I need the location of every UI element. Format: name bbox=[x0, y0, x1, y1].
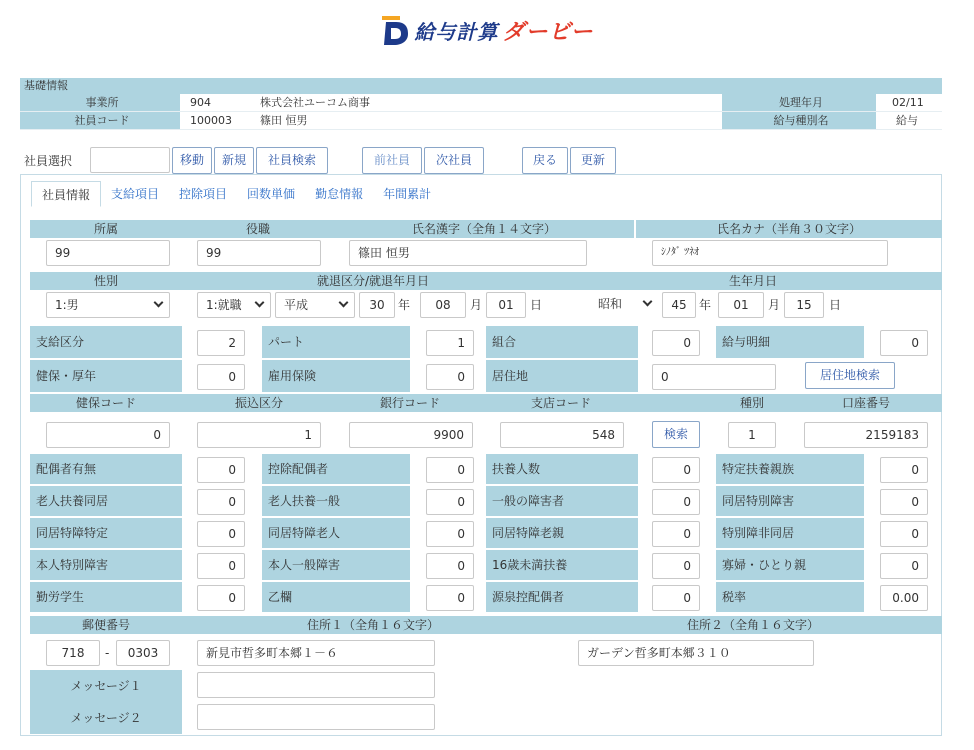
birth-day-unit: 日 bbox=[829, 298, 842, 312]
processing-month-value: 02/11 bbox=[892, 96, 924, 109]
employment-day-unit: 日 bbox=[530, 298, 543, 312]
postal-code-second-input[interactable]: 0303 bbox=[116, 640, 170, 666]
address1-input[interactable]: 新見市哲多町本郷１－６ bbox=[197, 640, 435, 666]
chevron-down-icon bbox=[154, 298, 164, 308]
label-residence: 居住地 bbox=[486, 360, 638, 392]
postal-code-separator: - bbox=[105, 646, 110, 660]
label-payslip: 給与明細 bbox=[716, 326, 864, 358]
message1-input[interactable] bbox=[197, 672, 435, 698]
tab-employee-info[interactable]: 社員情報 bbox=[31, 181, 101, 207]
message2-input[interactable] bbox=[197, 704, 435, 730]
postal-code-first-input[interactable]: 718 bbox=[46, 640, 100, 666]
employment-month-unit: 月 bbox=[470, 298, 483, 312]
birth-month-input[interactable]: 01 bbox=[718, 292, 764, 318]
bank-code-input[interactable]: 9900 bbox=[349, 422, 473, 448]
header-position: 役職 bbox=[182, 220, 334, 238]
header-gender: 性別 bbox=[30, 272, 182, 290]
part-time-input[interactable]: 1 bbox=[426, 330, 474, 356]
dependents-input-r1c[interactable]: 0 bbox=[652, 457, 700, 483]
birth-era-value: 昭和 bbox=[598, 297, 623, 311]
header-birthdate: 生年月日 bbox=[564, 272, 942, 290]
payment-category-input[interactable]: 2 bbox=[197, 330, 245, 356]
chevron-down-icon bbox=[255, 298, 265, 308]
dependents-label-r5b: 乙欄 bbox=[262, 582, 410, 612]
processing-month-label: 処理年月 bbox=[722, 94, 876, 111]
dependents-label-r3b: 同居特障老人 bbox=[262, 518, 410, 548]
dependents-label-r2d: 同居特別障害 bbox=[716, 486, 864, 516]
name-kanji-input[interactable]: 篠田 恒男 bbox=[349, 240, 587, 266]
employee-code: 100003 bbox=[190, 114, 232, 127]
tab-bar bbox=[31, 181, 441, 207]
chevron-down-icon bbox=[643, 297, 653, 307]
account-number-input[interactable]: 2159183 bbox=[804, 422, 928, 448]
dependents-label-r5c: 源泉控配偶者 bbox=[486, 582, 638, 612]
health-code-input[interactable]: 0 bbox=[46, 422, 170, 448]
employee-select-label: 社員選択 bbox=[24, 153, 73, 168]
tab-unit-price[interactable]: 回数単価 bbox=[247, 187, 296, 201]
header-branch-code: 支店コード bbox=[484, 394, 638, 412]
office-name: 株式会社ユーコム商事 bbox=[260, 96, 370, 109]
dependents-label-r4a: 本人特別障害 bbox=[30, 550, 182, 580]
affiliation-input[interactable]: 99 bbox=[46, 240, 170, 266]
dependents-input-r2c[interactable]: 0 bbox=[652, 489, 700, 515]
header-name-kana: 氏名カナ（半角３０文字） bbox=[636, 220, 942, 238]
label-employment-insurance: 雇用保険 bbox=[262, 360, 410, 392]
account-type-input[interactable]: 1 bbox=[728, 422, 776, 448]
chevron-down-icon bbox=[339, 298, 349, 308]
dependents-label-r4b: 本人一般障害 bbox=[262, 550, 410, 580]
tab-payment-items[interactable]: 支給項目 bbox=[111, 187, 160, 201]
dependents-input-r5c[interactable]: 0 bbox=[652, 585, 700, 611]
dependents-input-r2d[interactable]: 0 bbox=[880, 489, 928, 515]
dependents-label-r2c: 一般の障害者 bbox=[486, 486, 638, 516]
logo-d-mark-icon bbox=[380, 14, 410, 46]
header-address1: 住所１（全角１６文字） bbox=[182, 616, 564, 634]
residence-input[interactable]: 0 bbox=[652, 364, 776, 390]
employment-status-select[interactable] bbox=[197, 292, 271, 318]
birth-day-input[interactable]: 15 bbox=[784, 292, 824, 318]
gender-value: 1:男 bbox=[55, 298, 79, 312]
move-button[interactable]: 移動 bbox=[172, 147, 212, 174]
dependents-label-r5a: 勤労学生 bbox=[30, 582, 182, 612]
dependents-label-r1c: 扶養人数 bbox=[486, 454, 638, 484]
birth-era-select[interactable] bbox=[578, 292, 658, 318]
payslip-input[interactable]: 0 bbox=[880, 330, 928, 356]
union-input[interactable]: 0 bbox=[652, 330, 700, 356]
transfer-type-input[interactable]: 1 bbox=[197, 422, 321, 448]
dependents-input-r1a[interactable]: 0 bbox=[197, 457, 245, 483]
basic-info-row-office bbox=[20, 94, 942, 112]
dependents-label-r4d: 寡婦・ひとり親 bbox=[716, 550, 864, 580]
employment-year-input[interactable]: 30 bbox=[359, 292, 395, 318]
label-message2: メッセージ２ bbox=[30, 702, 182, 734]
employment-era-select[interactable] bbox=[275, 292, 355, 318]
header-bank-code: 銀行コード bbox=[336, 394, 484, 412]
employee-name: 篠田 恒男 bbox=[260, 114, 308, 127]
logo-text-derby: ダービー bbox=[502, 19, 594, 45]
label-union: 組合 bbox=[486, 326, 638, 358]
header-affiliation: 所属 bbox=[30, 220, 182, 238]
position-input[interactable]: 99 bbox=[197, 240, 321, 266]
dependents-input-r5d[interactable]: 0.00 bbox=[880, 585, 928, 611]
app-logo bbox=[0, 10, 974, 50]
prev-employee-button[interactable]: 前社員 bbox=[362, 147, 422, 174]
dependents-input-r2b[interactable]: 0 bbox=[426, 489, 474, 515]
header-name-kanji: 氏名漢字（全角１４文字） bbox=[334, 220, 634, 238]
header-blank bbox=[638, 394, 714, 412]
tab-attendance[interactable]: 勤怠情報 bbox=[315, 187, 364, 201]
header-health-code: 健保コード bbox=[30, 394, 182, 412]
employee-code-label: 社員コード bbox=[20, 112, 180, 129]
birth-year-unit: 年 bbox=[699, 298, 712, 312]
dependents-label-r2a: 老人扶養同居 bbox=[30, 486, 182, 516]
dependents-label-r5d: 税率 bbox=[716, 582, 864, 612]
employment-month-input[interactable]: 08 bbox=[420, 292, 466, 318]
basic-info-title: 基礎情報 bbox=[20, 78, 942, 94]
dependents-input-r4d[interactable]: 0 bbox=[880, 553, 928, 579]
dependents-label-r3c: 同居特障老親 bbox=[486, 518, 638, 548]
dependents-input-r3c[interactable]: 0 bbox=[652, 521, 700, 547]
new-button[interactable]: 新規 bbox=[214, 147, 254, 174]
dependents-label-r3a: 同居特障特定 bbox=[30, 518, 182, 548]
employee-search-button[interactable]: 社員検索 bbox=[256, 147, 328, 174]
header-transfer-type: 振込区分 bbox=[182, 394, 336, 412]
basic-info-section bbox=[20, 78, 942, 130]
office-code: 904 bbox=[190, 96, 211, 109]
dependents-label-r1d: 特定扶養親族 bbox=[716, 454, 864, 484]
employment-year-unit: 年 bbox=[398, 298, 411, 312]
birth-year-input[interactable]: 45 bbox=[662, 292, 696, 318]
dependents-label-r1b: 控除配偶者 bbox=[262, 454, 410, 484]
employment-day-input[interactable]: 01 bbox=[486, 292, 526, 318]
dependents-input-r5b[interactable]: 0 bbox=[426, 585, 474, 611]
dependents-input-r3d[interactable]: 0 bbox=[880, 521, 928, 547]
tab-deduction-items[interactable]: 控除項目 bbox=[179, 187, 228, 201]
tab-annual-total[interactable]: 年間累計 bbox=[383, 187, 432, 201]
residence-search-button[interactable]: 居住地検索 bbox=[805, 362, 895, 389]
employment-status-value: 1:就職 bbox=[206, 298, 242, 312]
dependents-label-r2b: 老人扶養一般 bbox=[262, 486, 410, 516]
employment-insurance-input[interactable]: 0 bbox=[426, 364, 474, 390]
dependents-input-r3b[interactable]: 0 bbox=[426, 521, 474, 547]
basic-info-row-employee bbox=[20, 112, 942, 130]
label-payment-category: 支給区分 bbox=[30, 326, 182, 358]
header-address2: 住所２（全角１６文字） bbox=[564, 616, 942, 634]
next-employee-button[interactable]: 次社員 bbox=[424, 147, 484, 174]
update-button[interactable]: 更新 bbox=[570, 147, 616, 174]
label-message1: メッセージ１ bbox=[30, 670, 182, 702]
gender-select[interactable] bbox=[46, 292, 170, 318]
employee-selector-bar bbox=[20, 146, 942, 174]
header-account-number: 口座番号 bbox=[790, 394, 942, 412]
employment-era-value: 平成 bbox=[284, 298, 309, 312]
dependents-input-r4a[interactable]: 0 bbox=[197, 553, 245, 579]
back-button[interactable]: 戻る bbox=[522, 147, 568, 174]
salary-type-value: 給与 bbox=[896, 114, 918, 127]
health-pension-input[interactable]: 0 bbox=[197, 364, 245, 390]
dependents-input-r1d[interactable]: 0 bbox=[880, 457, 928, 483]
dependents-label-r4c: 16歳未満扶養 bbox=[486, 550, 638, 580]
label-part-time: パート bbox=[262, 326, 410, 358]
dependents-input-r4b[interactable]: 0 bbox=[426, 553, 474, 579]
office-label: 事業所 bbox=[20, 94, 180, 111]
address2-input[interactable]: ガーデン哲多町本郷３１０ bbox=[578, 640, 814, 666]
bank-search-button[interactable]: 検索 bbox=[652, 421, 700, 448]
header-employment-dates: 就退区分/就退年月日 bbox=[182, 272, 564, 290]
birth-month-unit: 月 bbox=[768, 298, 781, 312]
dependents-input-r5a[interactable]: 0 bbox=[197, 585, 245, 611]
dependents-input-r4c[interactable]: 0 bbox=[652, 553, 700, 579]
dependents-input-r3a[interactable]: 0 bbox=[197, 521, 245, 547]
name-kana-input[interactable]: ｼﾉﾀﾞ ﾂﾈｵ bbox=[652, 240, 888, 266]
salary-type-label: 給与種別名 bbox=[722, 112, 876, 129]
header-postal-code: 郵便番号 bbox=[30, 616, 182, 634]
dependents-input-r2a[interactable]: 0 bbox=[197, 489, 245, 515]
dependents-label-r1a: 配偶者有無 bbox=[30, 454, 182, 484]
logo-text-kyuyo: 給与計算 bbox=[414, 19, 499, 44]
dependents-input-r1b[interactable]: 0 bbox=[426, 457, 474, 483]
employee-select-input[interactable] bbox=[90, 147, 170, 173]
header-account-type: 種別 bbox=[714, 394, 790, 412]
branch-code-input[interactable]: 548 bbox=[500, 422, 624, 448]
dependents-label-r3d: 特別障非同居 bbox=[716, 518, 864, 548]
label-health-pension: 健保・厚年 bbox=[30, 360, 182, 392]
